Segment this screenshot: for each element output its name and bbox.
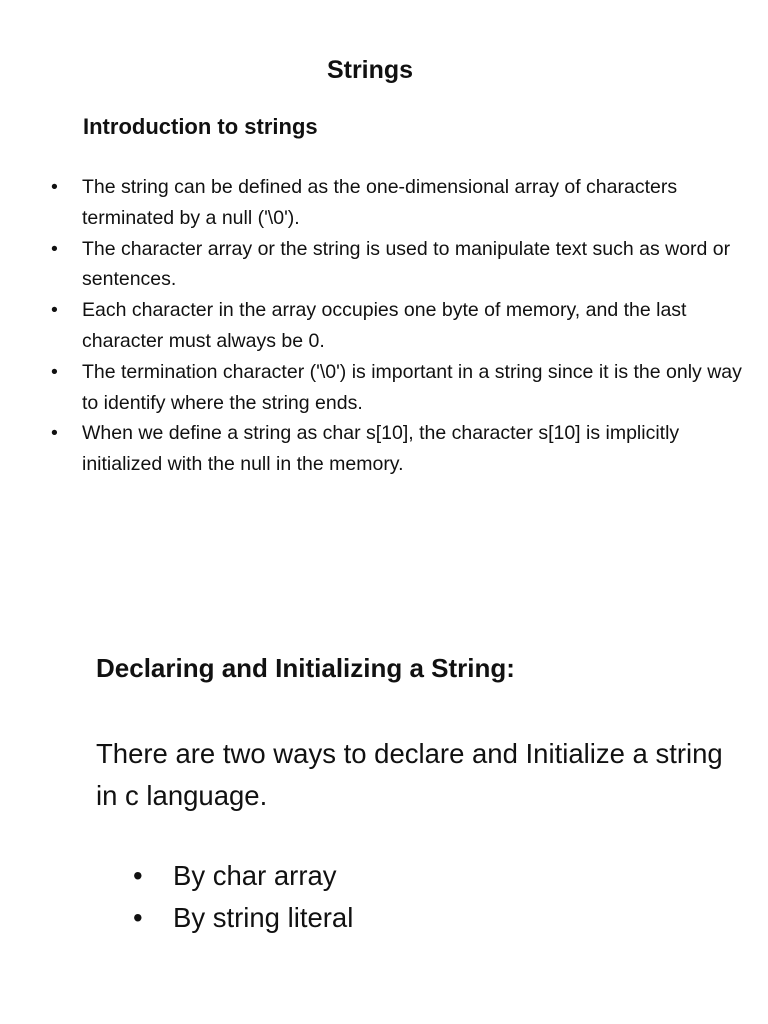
list-item xyxy=(48,234,748,296)
ways-bullet-list xyxy=(130,855,353,939)
list-item-text: By string literal xyxy=(173,902,354,933)
bullet-icon: • xyxy=(51,237,58,260)
list-item-text: The character array or the string is used to manipulate text such as word or sentences. xyxy=(82,237,731,291)
bullet-icon: • xyxy=(51,360,58,383)
list-item-text: By char array xyxy=(173,860,337,891)
list-item xyxy=(48,418,748,480)
section-heading: Declaring and Initializing a String: xyxy=(96,653,515,683)
bullet-icon: • xyxy=(51,299,58,322)
bullet-icon: • xyxy=(51,422,58,445)
list-item-text: The string can be defined as the one-dimensional array of characters terminated by a null ('\0'). xyxy=(82,176,678,229)
bullet-icon: • xyxy=(133,902,143,933)
section-subtitle: Introduction to strings xyxy=(83,114,318,139)
list-item xyxy=(130,897,353,939)
list-item-text: The termination character ('\0') is important in a string since it is the only way to identify where the string ends. xyxy=(82,360,742,414)
intro-bullet-list xyxy=(48,172,748,480)
page-title: Strings xyxy=(326,56,414,84)
bullet-icon: • xyxy=(51,176,58,198)
list-item xyxy=(48,295,748,357)
list-item xyxy=(130,855,353,897)
list-item-text: Each character in the array occupies one byte of memory, and the last character must always be 0. xyxy=(82,299,687,352)
list-item xyxy=(48,172,748,234)
list-item-text: When we define a string as char s[10], the character s[10] is implicitly initialized with the null in the memory. xyxy=(82,422,680,476)
section-paragraph: There are two ways to declare and Initialize a string in c language. xyxy=(96,738,723,811)
bullet-icon: • xyxy=(133,860,143,891)
list-item xyxy=(48,357,748,419)
